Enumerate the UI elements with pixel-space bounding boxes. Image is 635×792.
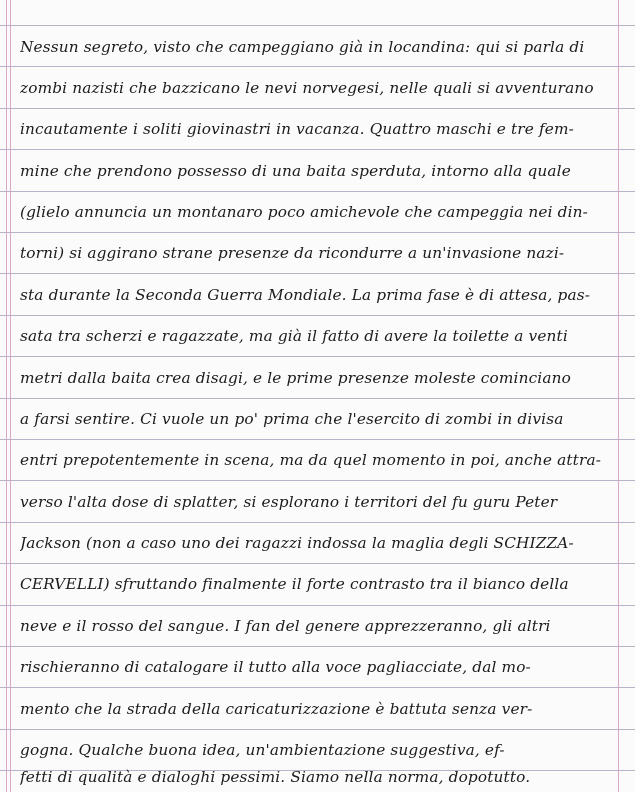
rule-line — [0, 563, 635, 564]
text-line-7: sta durante la Seconda Guerra Mondiale. La prima fase è di attesa, pas- — [20, 286, 591, 304]
text-line-8: sata tra scherzi e ragazzate, ma già il fatto di avere la toilette a venti — [20, 327, 568, 345]
text-line-14: CERVELLI) sfruttando finalmente il forte contrasto tra il bianco della — [20, 575, 569, 593]
text-line-15: neve e il rosso del sangue. I fan del genere apprezzeranno, gli altri — [20, 617, 551, 635]
rule-line — [0, 149, 635, 150]
text-line-10: a farsi sentire. Ci vuole un po' prima che l'esercito di zombi in divisa — [20, 410, 564, 428]
text-line-2: zombi nazisti che bazzicano le nevi norvegesi, nelle quali si avventurano — [20, 79, 594, 97]
rule-line — [0, 398, 635, 399]
rule-line — [0, 480, 635, 481]
text-line-11: entri prepotentemente in scena, ma da quel momento in poi, anche attra- — [20, 451, 602, 469]
text-line-1: Nessun segreto, visto che campeggiano già in locandina: qui si parla di — [20, 38, 585, 56]
text-line-13: Jackson (non a caso uno dei ragazzi indossa la maglia degli SCHIZZA- — [20, 534, 574, 552]
rule-line — [0, 315, 635, 316]
rule-line — [0, 232, 635, 233]
rule-line — [0, 66, 635, 67]
text-line-19: fetti di qualità e dialoghi pessimi. Siamo nella norma, dopotutto. — [20, 768, 531, 786]
rule-line — [0, 439, 635, 440]
text-line-3: incautamente i soliti giovinastri in vacanza. Quattro maschi e tre fem- — [20, 120, 574, 138]
text-line-17: mento che la strada della caricaturizzazione è battuta senza ver- — [20, 700, 533, 718]
rule-line — [0, 605, 635, 606]
rule-line — [0, 646, 635, 647]
left-margin-line-2 — [10, 0, 11, 792]
rule-line — [0, 729, 635, 730]
text-line-16: rischieranno di catalogare il tutto alla voce pagliacciate, dal mo- — [20, 658, 531, 676]
rule-line — [0, 108, 635, 109]
text-line-18: gogna. Qualche buona idea, un'ambientazione suggestiva, ef- — [20, 741, 505, 759]
text-line-4: mine che prendono possesso di una baita sperduta, intorno alla quale — [20, 162, 571, 180]
text-line-6: torni) si aggirano strane presenze da ricondurre a un'invasione nazi- — [20, 244, 565, 262]
rule-line — [0, 25, 635, 26]
rule-line — [0, 522, 635, 523]
text-line-9: metri dalla baita crea disagi, e le prime presenze moleste cominciano — [20, 369, 571, 387]
rule-line — [0, 191, 635, 192]
rule-line — [0, 273, 635, 274]
rule-line — [0, 356, 635, 357]
text-line-12: verso l'alta dose di splatter, si esplorano i territori del fu guru Peter — [20, 493, 558, 511]
rule-line — [0, 687, 635, 688]
text-line-5: (glielo annuncia un montanaro poco amichevole che campeggia nei din- — [20, 203, 588, 221]
left-margin-line — [6, 0, 7, 792]
